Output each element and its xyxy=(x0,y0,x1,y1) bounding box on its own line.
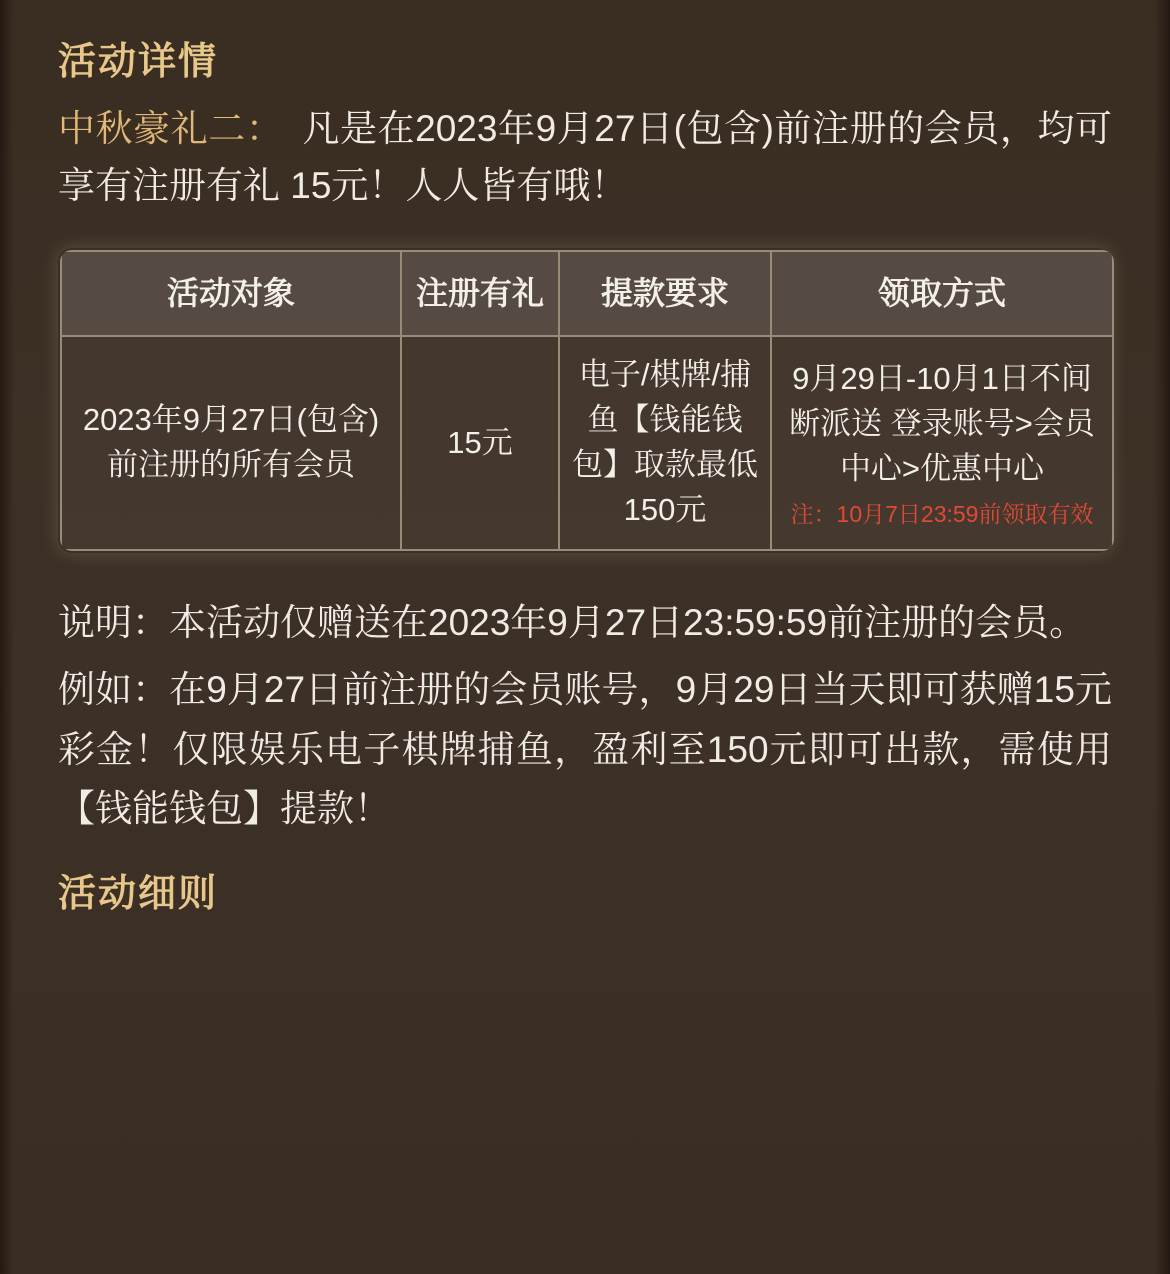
claim-note-text: 10月7日23:59前领取有效 xyxy=(836,500,1094,527)
promo-table-container xyxy=(58,248,1112,553)
promo-table xyxy=(60,250,1114,551)
right-edge-shadow xyxy=(1154,0,1170,1274)
intro-highlight: 中秋豪礼二： xyxy=(58,107,265,149)
claim-note-label: 注： xyxy=(790,500,837,527)
table-header-target: 活动对象 xyxy=(61,251,401,336)
explanation-example: 例如：在9月27日前注册的会员账号，9月29日当天即可获赠15元彩金！仅限娱乐电子棋牌捕鱼，盈利至150元即可出款，需使用【钱能钱包】提款！ xyxy=(58,669,1112,829)
cell-target: 2023年9月27日(包含)前注册的所有会员 xyxy=(61,336,401,550)
explanation-note: 说明：本活动仅赠送在2023年9月27日23:59:59前注册的会员。 xyxy=(58,602,1087,644)
left-edge-shadow xyxy=(0,0,14,1274)
cell-claim-text: 9月29日-10月1日不间断派送 登录账号>会员中心>优惠中心 xyxy=(789,360,1095,486)
table-row xyxy=(61,336,1113,550)
table-header-withdraw: 提款要求 xyxy=(559,251,771,336)
intro-text: 凡是在2023年9月27日(包含)前注册的会员，均可享有注册有礼 15元！人人皆有哦！ xyxy=(58,107,1112,206)
table-header-row xyxy=(61,251,1113,336)
rules-title: 活动细则 xyxy=(58,872,219,915)
cell-withdraw: 电子/棋牌/捕鱼【钱能钱包】取款最低150元 xyxy=(559,336,771,550)
table-header-claim: 领取方式 xyxy=(771,251,1113,336)
page-title: 活动详情 xyxy=(58,41,219,83)
cell-gift-amount: 15元 xyxy=(401,336,559,550)
table-header-gift: 注册有礼 xyxy=(401,251,559,336)
cell-claim xyxy=(771,336,1113,550)
cell-claim-note xyxy=(782,498,1102,530)
intro-paragraph xyxy=(58,100,1112,215)
